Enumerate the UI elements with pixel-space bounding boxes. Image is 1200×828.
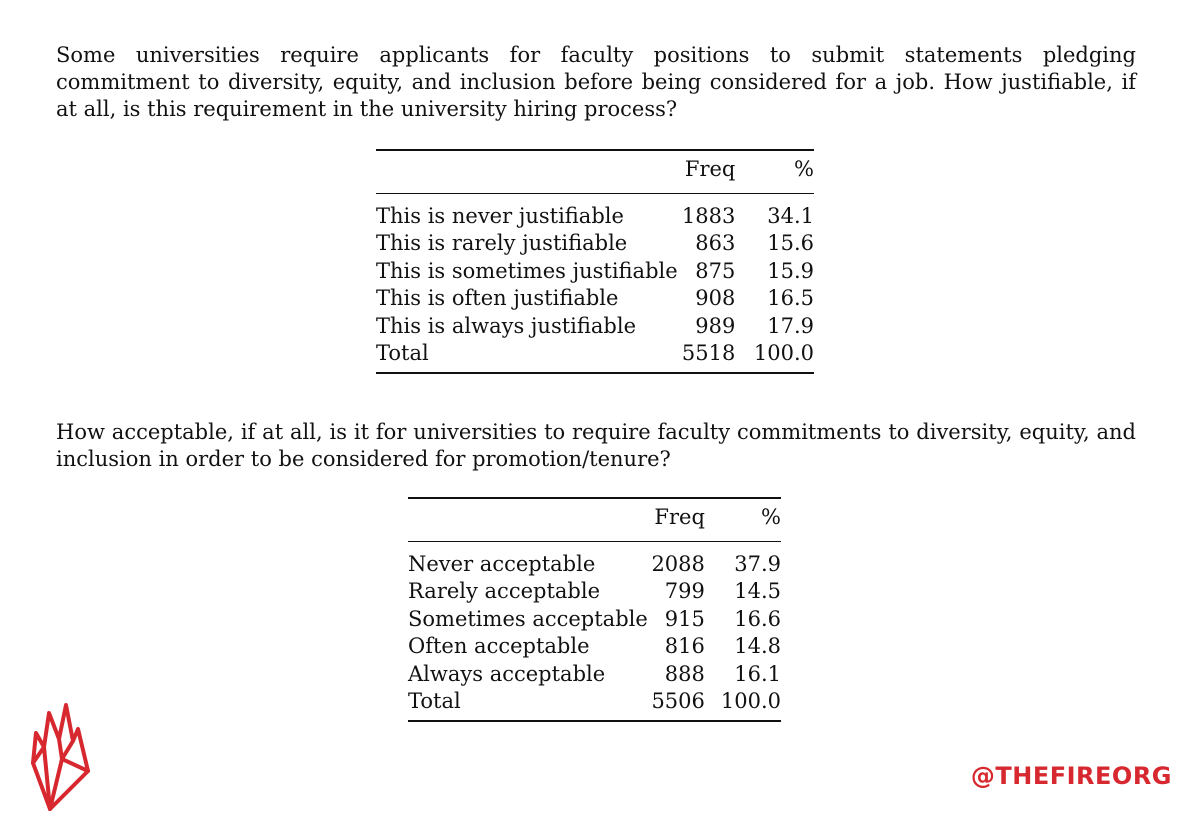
row-percent: 16.5 [767,286,814,310]
question-2-text: How acceptable, if at all, is it for universities to require faculty commitments to diversity, equity, and inclusion in order to be considered for promotion/tenure? [56,420,1136,471]
row-freq: 5506 [651,689,705,713]
row-label: This is never justifiable [376,203,624,228]
row-label: Total [376,341,429,365]
table-row [376,193,814,230]
row-label: This is often justifiable [376,286,619,310]
table-row [376,258,814,286]
row-label: Always acceptable [408,661,606,686]
row-percent: 100.0 [753,341,814,365]
row-percent: 37.9 [734,551,781,576]
row-freq: 875 [695,258,736,283]
question-1-text: Some universities require applicants for faculty positions to submit statements pledging commitment to diversity, equity, and inclusion before being considered for a job. How justifiable, if at all, is this requirement in the university hiring process? [56,43,1136,121]
row-freq: 863 [695,231,736,255]
table-row [376,313,814,341]
row-freq: 5518 [681,341,736,365]
fire-flame-logo-icon [28,701,92,811]
table-row [408,578,781,606]
row-percent: 17.9 [767,313,814,338]
question-1-frequency-table [376,149,814,374]
row-freq: 888 [664,661,705,686]
table-total-row [376,340,814,373]
header-label [408,498,648,541]
row-label: Never acceptable [408,551,596,576]
row-percent: 34.1 [767,203,814,228]
row-label: Sometimes acceptable [408,606,648,631]
table-row [376,230,814,258]
row-freq: 1883 [681,203,736,228]
row-freq: 816 [664,634,705,658]
row-label: This is always justifiable [376,313,636,338]
row-freq: 989 [695,313,736,338]
row-percent: 15.6 [767,231,814,255]
row-freq: 908 [695,286,736,310]
table-row [408,606,781,634]
table-row [408,541,781,578]
question-2-frequency-table [408,497,781,722]
row-freq: 2088 [651,551,705,576]
row-label: Total [408,689,461,713]
row-percent: 16.6 [734,606,781,631]
row-percent: 14.5 [734,579,781,603]
social-handle: @THEFIREORG [970,762,1172,790]
row-freq: 799 [664,579,705,603]
header-freq: Freq [684,157,736,181]
row-label: This is rarely justifiable [376,231,628,255]
row-percent: 14.8 [734,634,781,658]
row-percent: 16.1 [734,661,781,686]
header-freq: Freq [654,505,705,529]
table-header-row [408,498,781,541]
header-label [376,150,678,193]
row-freq: 915 [664,606,705,631]
row-percent: 100.0 [720,689,781,713]
header-percent: % [761,505,781,529]
table-row [376,285,814,313]
row-percent: 15.9 [767,258,814,283]
row-label: This is sometimes justifiable [376,258,678,283]
table-total-row [408,688,781,721]
row-label: Rarely acceptable [408,579,600,603]
table-row [408,661,781,689]
table-row [408,633,781,661]
header-percent: % [794,157,814,181]
table-header-row [376,150,814,193]
row-label: Often acceptable [408,634,590,658]
